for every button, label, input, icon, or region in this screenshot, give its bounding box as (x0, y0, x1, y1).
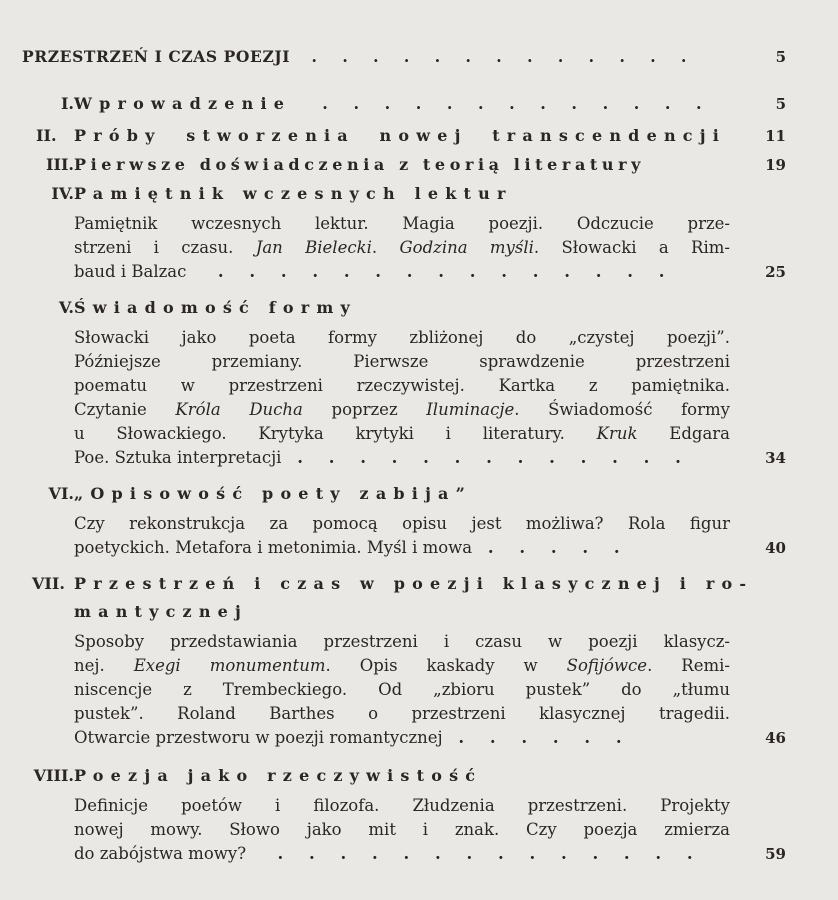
chapter-summary-5-line-1: Słowacki jako poeta formy zbliżonej do „czystej poezji”. (74, 328, 730, 347)
chapter-page-8: 59 (765, 845, 786, 863)
chapter-summary-7-line-4: pustek”. Roland Barthes o przestrzeni klasycznej tragedii. (74, 704, 730, 723)
chapter-page-4: 25 (765, 263, 786, 281)
chapter-page-6: 40 (765, 539, 786, 557)
chapter-summary-5-line-4: Czytanie Króla Ducha poprzez Iluminacje. Świadomość formy (74, 400, 730, 419)
chapter-page-7: 46 (765, 729, 786, 747)
chapter-summary-4-line-3: baud i Balzac . . . . . . . . . . . . . . . (74, 262, 675, 281)
toc-title-page: 5 (775, 48, 786, 66)
chapter-summary-4-line-1: Pamiętnik wczesnych lektur. Magia poezji. Odczucie prze- (74, 214, 730, 233)
chapter-heading-1: I.Wprowadzenie . . . . . . . . . . . . . (60, 94, 712, 113)
chapter-heading-4: IV.Pamiętnik wczesnych lektur (51, 184, 513, 203)
chapter-summary-7-line-2: nej. Exegi monumentum. Opis kaskady w Sofijówce. Remi- (74, 656, 730, 675)
chapter-summary-8-line-2: nowej mowy. Słowo jako mit i znak. Czy poezja zmierza (74, 820, 730, 839)
toc-title: PRZESTRZEŃ I CZAS POEZJI (22, 47, 291, 66)
chapter-summary-5-line-2: Późniejsze przemiany. Pierwsze sprawdzenie przestrzeni (74, 352, 730, 371)
chapter-page-2: 11 (765, 127, 786, 145)
chapter-summary-7-line-3: niscencje z Trembeckiego. Od „zbioru pustek” do „tłumu (74, 680, 730, 699)
chapter-page-1: 5 (775, 95, 786, 113)
chapter-summary-8-line-1: Definicje poetów i filozofa. Złudzenia przestrzeni. Projekty (74, 796, 730, 815)
chapter-heading-8: VIII.Poezja jako rzeczywistość (33, 766, 483, 785)
chapter-heading-3: III.Pierwsze doświadczenia z teorią literatury (45, 155, 646, 174)
chapter-heading-7-line-1: VII. Przestrzeń i czas w poezji klasycznej i ro- (32, 574, 754, 593)
chapter-summary-4-line-2: strzeni i czasu. Jan Bielecki. Godzina myśli. Słowacki a Rim- (74, 238, 730, 257)
dot-leader: . . . . . . . . . . . . . (296, 47, 697, 66)
chapter-heading-2: II. Próby stworzenia nowej transcendencji (36, 126, 726, 145)
chapter-summary-8-line-3: do zabójstwa mowy? . . . . . . . . . . . . . . (74, 844, 703, 863)
chapter-page-3: 19 (765, 156, 786, 174)
chapter-summary-5-line-6: Poe. Sztuka interpretacji . . . . . . . . . . . . . (74, 448, 691, 467)
chapter-summary-6-line-1: Czy rekonstrukcja za pomocą opisu jest możliwa? Rola figur (74, 514, 730, 533)
chapter-page-5: 34 (765, 449, 786, 467)
chapter-heading-7-line-2: mantycznej (74, 602, 249, 621)
chapter-summary-5-line-5: u Słowackiego. Krytyka krytyki i literatury. Kruk Edgara (74, 424, 731, 443)
toc-title-line (22, 46, 742, 68)
chapter-summary-7-line-1: Sposoby przedstawiania przestrzeni i czasu w poezji klasycz- (74, 632, 730, 651)
chapter-summary-5-line-3: poematu w przestrzeni rzeczywistej. Kartka z pamiętnika. (74, 376, 730, 395)
chapter-heading-6: VI.„Opisowość poety zabija” (48, 484, 473, 503)
chapter-summary-7-line-5: Otwarcie przestworu w poezji romantycznej . . . . . . (74, 728, 632, 747)
chapter-heading-5: V.Świadomość formy (58, 298, 357, 317)
chapter-summary-6-line-2: poetyckich. Metafora i metonimia. Myśl i mowa . . . . . (74, 538, 630, 557)
